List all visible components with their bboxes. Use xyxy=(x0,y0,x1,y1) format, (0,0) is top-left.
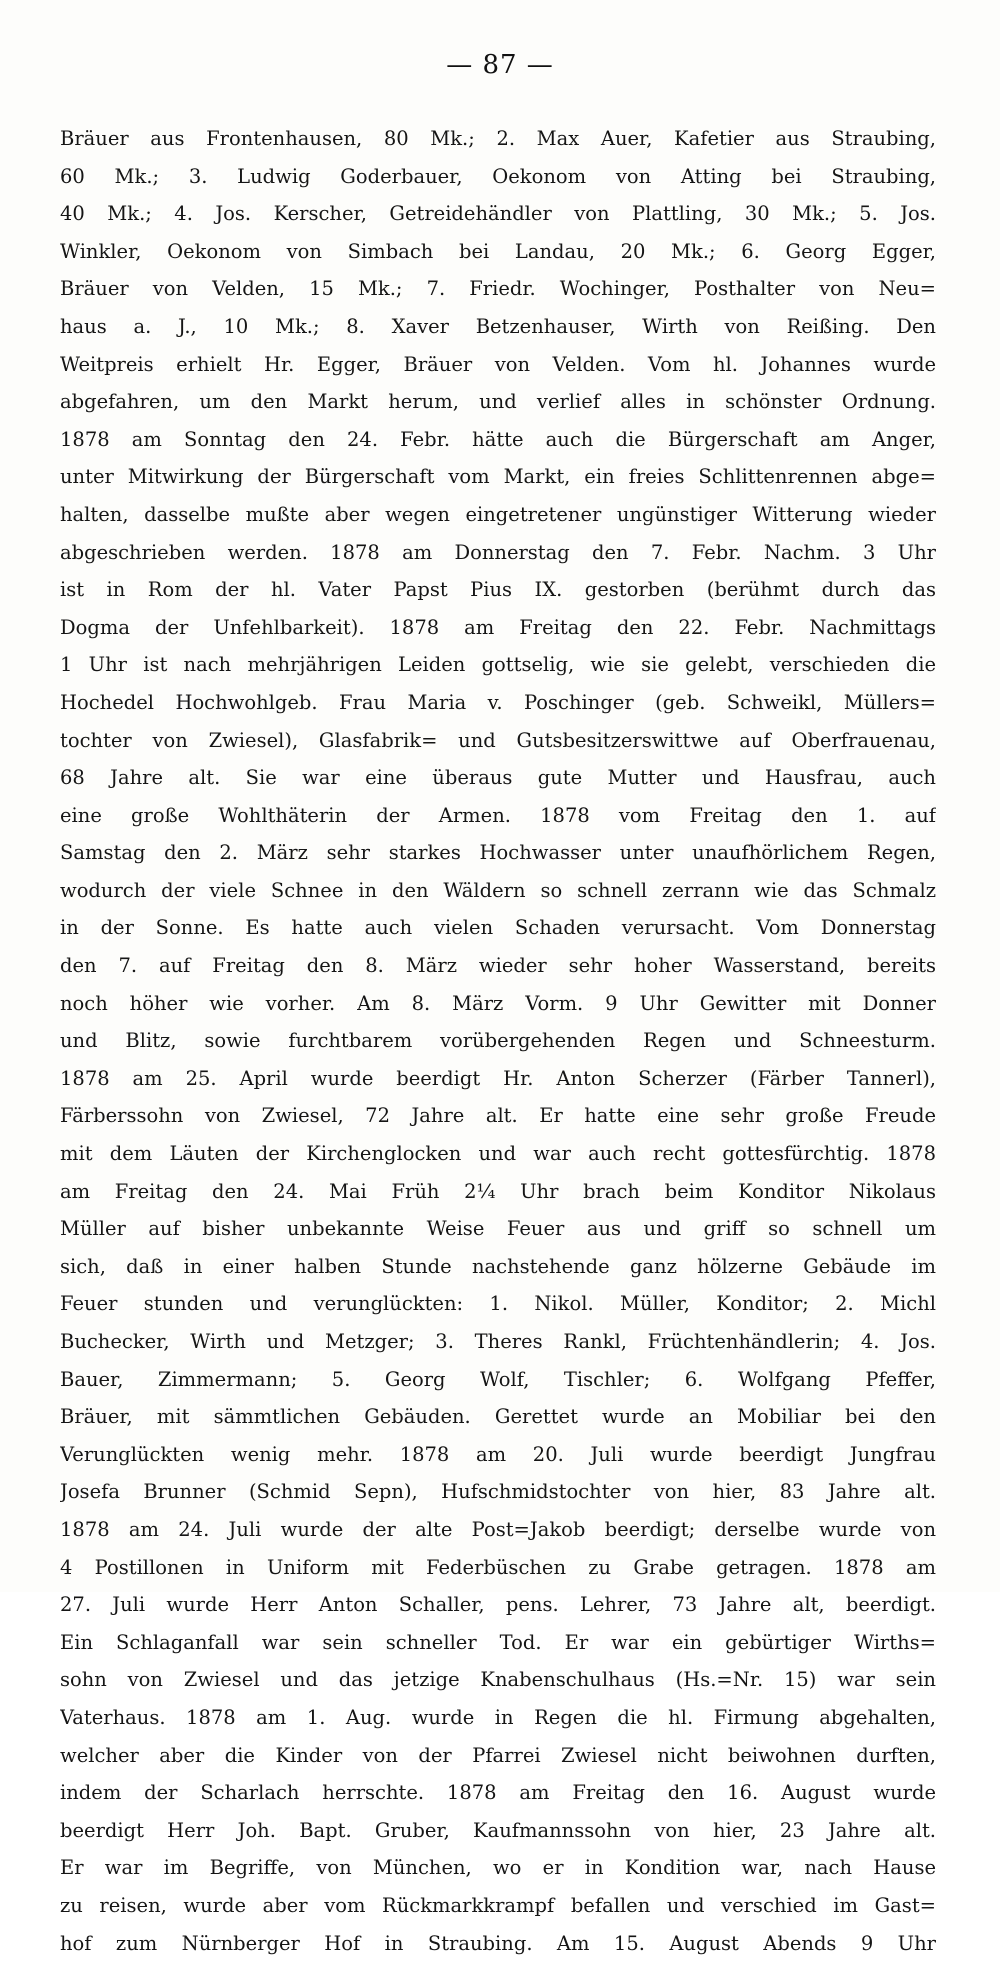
text-line: den 7. auf Freitag den 8. März wieder sehr hoher Wasserstand, bereits xyxy=(60,947,936,985)
text-line: mit dem Läuten der Kirchenglocken und war auch recht gottesfürchtig. 1878 xyxy=(60,1135,936,1173)
text-line: und Blitz, sowie furchtbarem vorübergehenden Regen und Schneesturm. xyxy=(60,1022,936,1060)
text-line: 1878 am 25. April wurde beerdigt Hr. Anton Scherzer (Färber Tannerl), xyxy=(60,1060,936,1098)
text-line: Bräuer aus Frontenhausen, 80 Mk.; 2. Max Auer, Kafetier aus Straubing, xyxy=(60,120,936,158)
text-line: Er war im Begriffe, von München, wo er in Kondition war, nach Hause xyxy=(60,1849,936,1887)
text-line: hof zum Nürnberger Hof in Straubing. Am 15. August Abends 9 Uhr xyxy=(60,1925,936,1962)
text-line: Ein Schlaganfall war sein schneller Tod. Er war ein gebürtiger Wirths= xyxy=(60,1624,936,1662)
text-line: ist in Rom der hl. Vater Papst Pius IX. gestorben (berühmt durch das xyxy=(60,571,936,609)
text-line: noch höher wie vorher. Am 8. März Vorm. 9 Uhr Gewitter mit Donner xyxy=(60,985,936,1023)
text-line: welcher aber die Kinder von der Pfarrei Zwiesel nicht beiwohnen durften, xyxy=(60,1737,936,1775)
text-line: Bauer, Zimmermann; 5. Georg Wolf, Tischler; 6. Wolfgang Pfeffer, xyxy=(60,1361,936,1399)
page-number: — 87 — xyxy=(0,50,1000,80)
text-line: halten, dasselbe mußte aber wegen eingetretener ungünstiger Witterung wieder xyxy=(60,496,936,534)
text-line: Bräuer, mit sämmtlichen Gebäuden. Gerettet wurde an Mobiliar bei den xyxy=(60,1398,936,1436)
text-line: abgefahren, um den Markt herum, und verlief alles in schönster Ordnung. xyxy=(60,383,936,421)
text-line: in der Sonne. Es hatte auch vielen Schaden verursacht. Vom Donnerstag xyxy=(60,909,936,947)
text-line: 27. Juli wurde Herr Anton Schaller, pens. Lehrer, 73 Jahre alt, beerdigt. xyxy=(60,1586,936,1624)
text-line: eine große Wohlthäterin der Armen. 1878 vom Freitag den 1. auf xyxy=(60,797,936,835)
text-line: Bräuer von Velden, 15 Mk.; 7. Friedr. Wochinger, Posthalter von Neu= xyxy=(60,270,936,308)
text-line: beerdigt Herr Joh. Bapt. Gruber, Kaufmannssohn von hier, 23 Jahre alt. xyxy=(60,1812,936,1850)
text-line: unter Mitwirkung der Bürgerschaft vom Markt, ein freies Schlittenrennen abge= xyxy=(60,458,936,496)
text-line: Vaterhaus. 1878 am 1. Aug. wurde in Regen die hl. Firmung abgehalten, xyxy=(60,1699,936,1737)
text-line: Weitpreis erhielt Hr. Egger, Bräuer von Velden. Vom hl. Johannes wurde xyxy=(60,346,936,384)
text-line: Müller auf bisher unbekannte Weise Feuer aus und griff so schnell um xyxy=(60,1210,936,1248)
text-line: Samstag den 2. März sehr starkes Hochwasser unter unaufhörlichem Regen, xyxy=(60,834,936,872)
text-line: Verunglückten wenig mehr. 1878 am 20. Juli wurde beerdigt Jungfrau xyxy=(60,1436,936,1474)
text-line: 1 Uhr ist nach mehrjährigen Leiden gottselig, wie sie gelebt, verschieden die xyxy=(60,646,936,684)
text-line: Winkler, Oekonom von Simbach bei Landau, 20 Mk.; 6. Georg Egger, xyxy=(60,233,936,271)
text-line: zu reisen, wurde aber vom Rückmarkkrampf befallen und verschied im Gast= xyxy=(60,1887,936,1925)
text-line: sich, daß in einer halben Stunde nachstehende ganz hölzerne Gebäude im xyxy=(60,1248,936,1286)
text-line: Josefa Brunner (Schmid Sepn), Hufschmidstochter von hier, 83 Jahre alt. xyxy=(60,1473,936,1511)
text-line: Hochedel Hochwohlgeb. Frau Maria v. Poschinger (geb. Schweikl, Müllers= xyxy=(60,684,936,722)
text-line: indem der Scharlach herrschte. 1878 am Freitag den 16. August wurde xyxy=(60,1774,936,1812)
text-line: 1878 am Sonntag den 24. Febr. hätte auch die Bürgerschaft am Anger, xyxy=(60,421,936,459)
text-line: 40 Mk.; 4. Jos. Kerscher, Getreidehändler von Plattling, 30 Mk.; 5. Jos. xyxy=(60,195,936,233)
text-line: tochter von Zwiesel), Glasfabrik= und Gutsbesitzerswittwe auf Oberfrauenau, xyxy=(60,722,936,760)
text-line: 4 Postillonen in Uniform mit Federbüschen zu Grabe getragen. 1878 am xyxy=(60,1549,936,1587)
text-line: wodurch der viele Schnee in den Wäldern so schnell zerrann wie das Schmalz xyxy=(60,872,936,910)
text-line: 1878 am 24. Juli wurde der alte Post=Jakob beerdigt; derselbe wurde von xyxy=(60,1511,936,1549)
text-line: abgeschrieben werden. 1878 am Donnerstag den 7. Febr. Nachm. 3 Uhr xyxy=(60,534,936,572)
text-line: 60 Mk.; 3. Ludwig Goderbauer, Oekonom von Atting bei Straubing, xyxy=(60,158,936,196)
text-line: sohn von Zwiesel und das jetzige Knabenschulhaus (Hs.=Nr. 15) war sein xyxy=(60,1661,936,1699)
text-line: Färberssohn von Zwiesel, 72 Jahre alt. Er hatte eine sehr große Freude xyxy=(60,1097,936,1135)
text-line: 68 Jahre alt. Sie war eine überaus gute Mutter und Hausfrau, auch xyxy=(60,759,936,797)
text-line: Feuer stunden und verunglückten: 1. Nikol. Müller, Konditor; 2. Michl xyxy=(60,1285,936,1323)
body-text xyxy=(60,120,936,1962)
text-line: am Freitag den 24. Mai Früh 2¼ Uhr brach beim Konditor Nikolaus xyxy=(60,1173,936,1211)
text-line: haus a. J., 10 Mk.; 8. Xaver Betzenhauser, Wirth von Reißing. Den xyxy=(60,308,936,346)
text-line: Buchecker, Wirth und Metzger; 3. Theres Rankl, Früchtenhändlerin; 4. Jos. xyxy=(60,1323,936,1361)
text-line: Dogma der Unfehlbarkeit). 1878 am Freitag den 22. Febr. Nachmittags xyxy=(60,609,936,647)
